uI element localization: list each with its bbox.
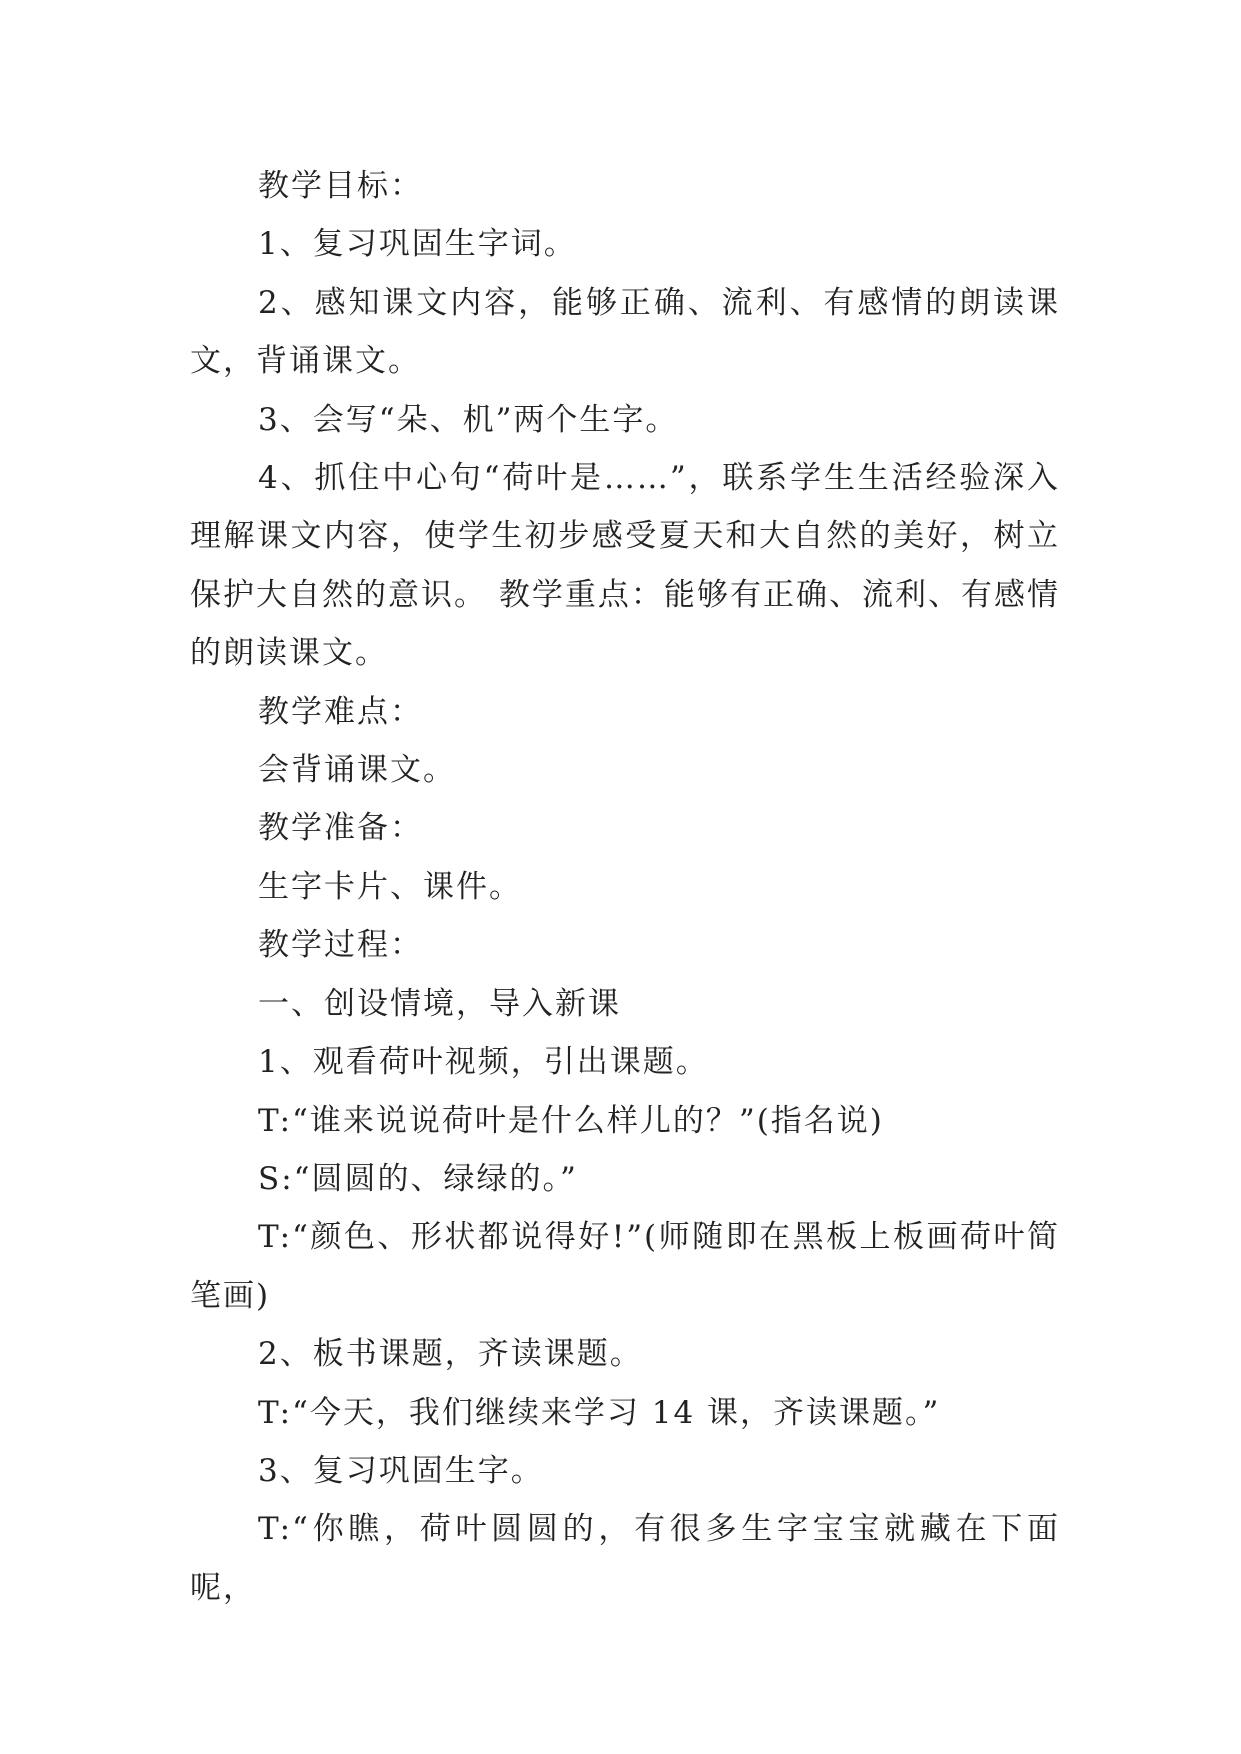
heading-teaching-process: 教学过程： xyxy=(258,927,423,964)
goal-item-1: 1、复习巩固生字词。 xyxy=(258,226,577,263)
goal-item-2: 2、感知课文内容，能够正确、流利、有感情的朗读课文，背诵课文。 xyxy=(190,284,1060,380)
dialogue-line: T:“今天，我们继续来学习 14 课，齐读课题。” xyxy=(258,1394,941,1431)
dialogue-line: T:“谁来说说荷叶是什么样儿的？”(指名说) xyxy=(258,1102,884,1139)
process-step-3: 3、复习巩固生字。 xyxy=(258,1452,544,1489)
goal-item-3: 3、会写“朵、机”两个生字。 xyxy=(258,401,679,438)
dialogue-line: S:“圆圆的、绿绿的。” xyxy=(258,1160,578,1197)
goal-item-4: 4、抓住中心句“荷叶是……”，联系学生生活经验深入理解课文内容，使学生初步感受夏天和大自然的美好，树立保护大自然的意识。 教学重点：能够有正确、流利、有感情的朗读课文。 xyxy=(190,460,1060,672)
heading-teaching-difficulty: 教学难点： xyxy=(258,693,423,730)
process-step-2: 2、板书课题，齐读课题。 xyxy=(258,1336,643,1373)
dialogue-line: T:“颜色、形状都说得好!”(师随即在黑板上板画荷叶简笔画) xyxy=(190,1219,1060,1314)
process-step-1: 1、观看荷叶视频，引出课题。 xyxy=(258,1044,709,1081)
dialogue-line: T:“你瞧，荷叶圆圆的，有很多生字宝宝就藏在下面呢， xyxy=(190,1511,1060,1606)
heading-teaching-goals: 教学目标： xyxy=(258,168,423,204)
process-section-1: 一、创设情境，导入新课 xyxy=(258,985,621,1022)
difficulty-text: 会背诵课文。 xyxy=(258,752,456,789)
heading-teaching-preparation: 教学准备： xyxy=(258,810,423,847)
document-body xyxy=(190,157,1060,1617)
preparation-text: 生字卡片、课件。 xyxy=(258,868,522,905)
